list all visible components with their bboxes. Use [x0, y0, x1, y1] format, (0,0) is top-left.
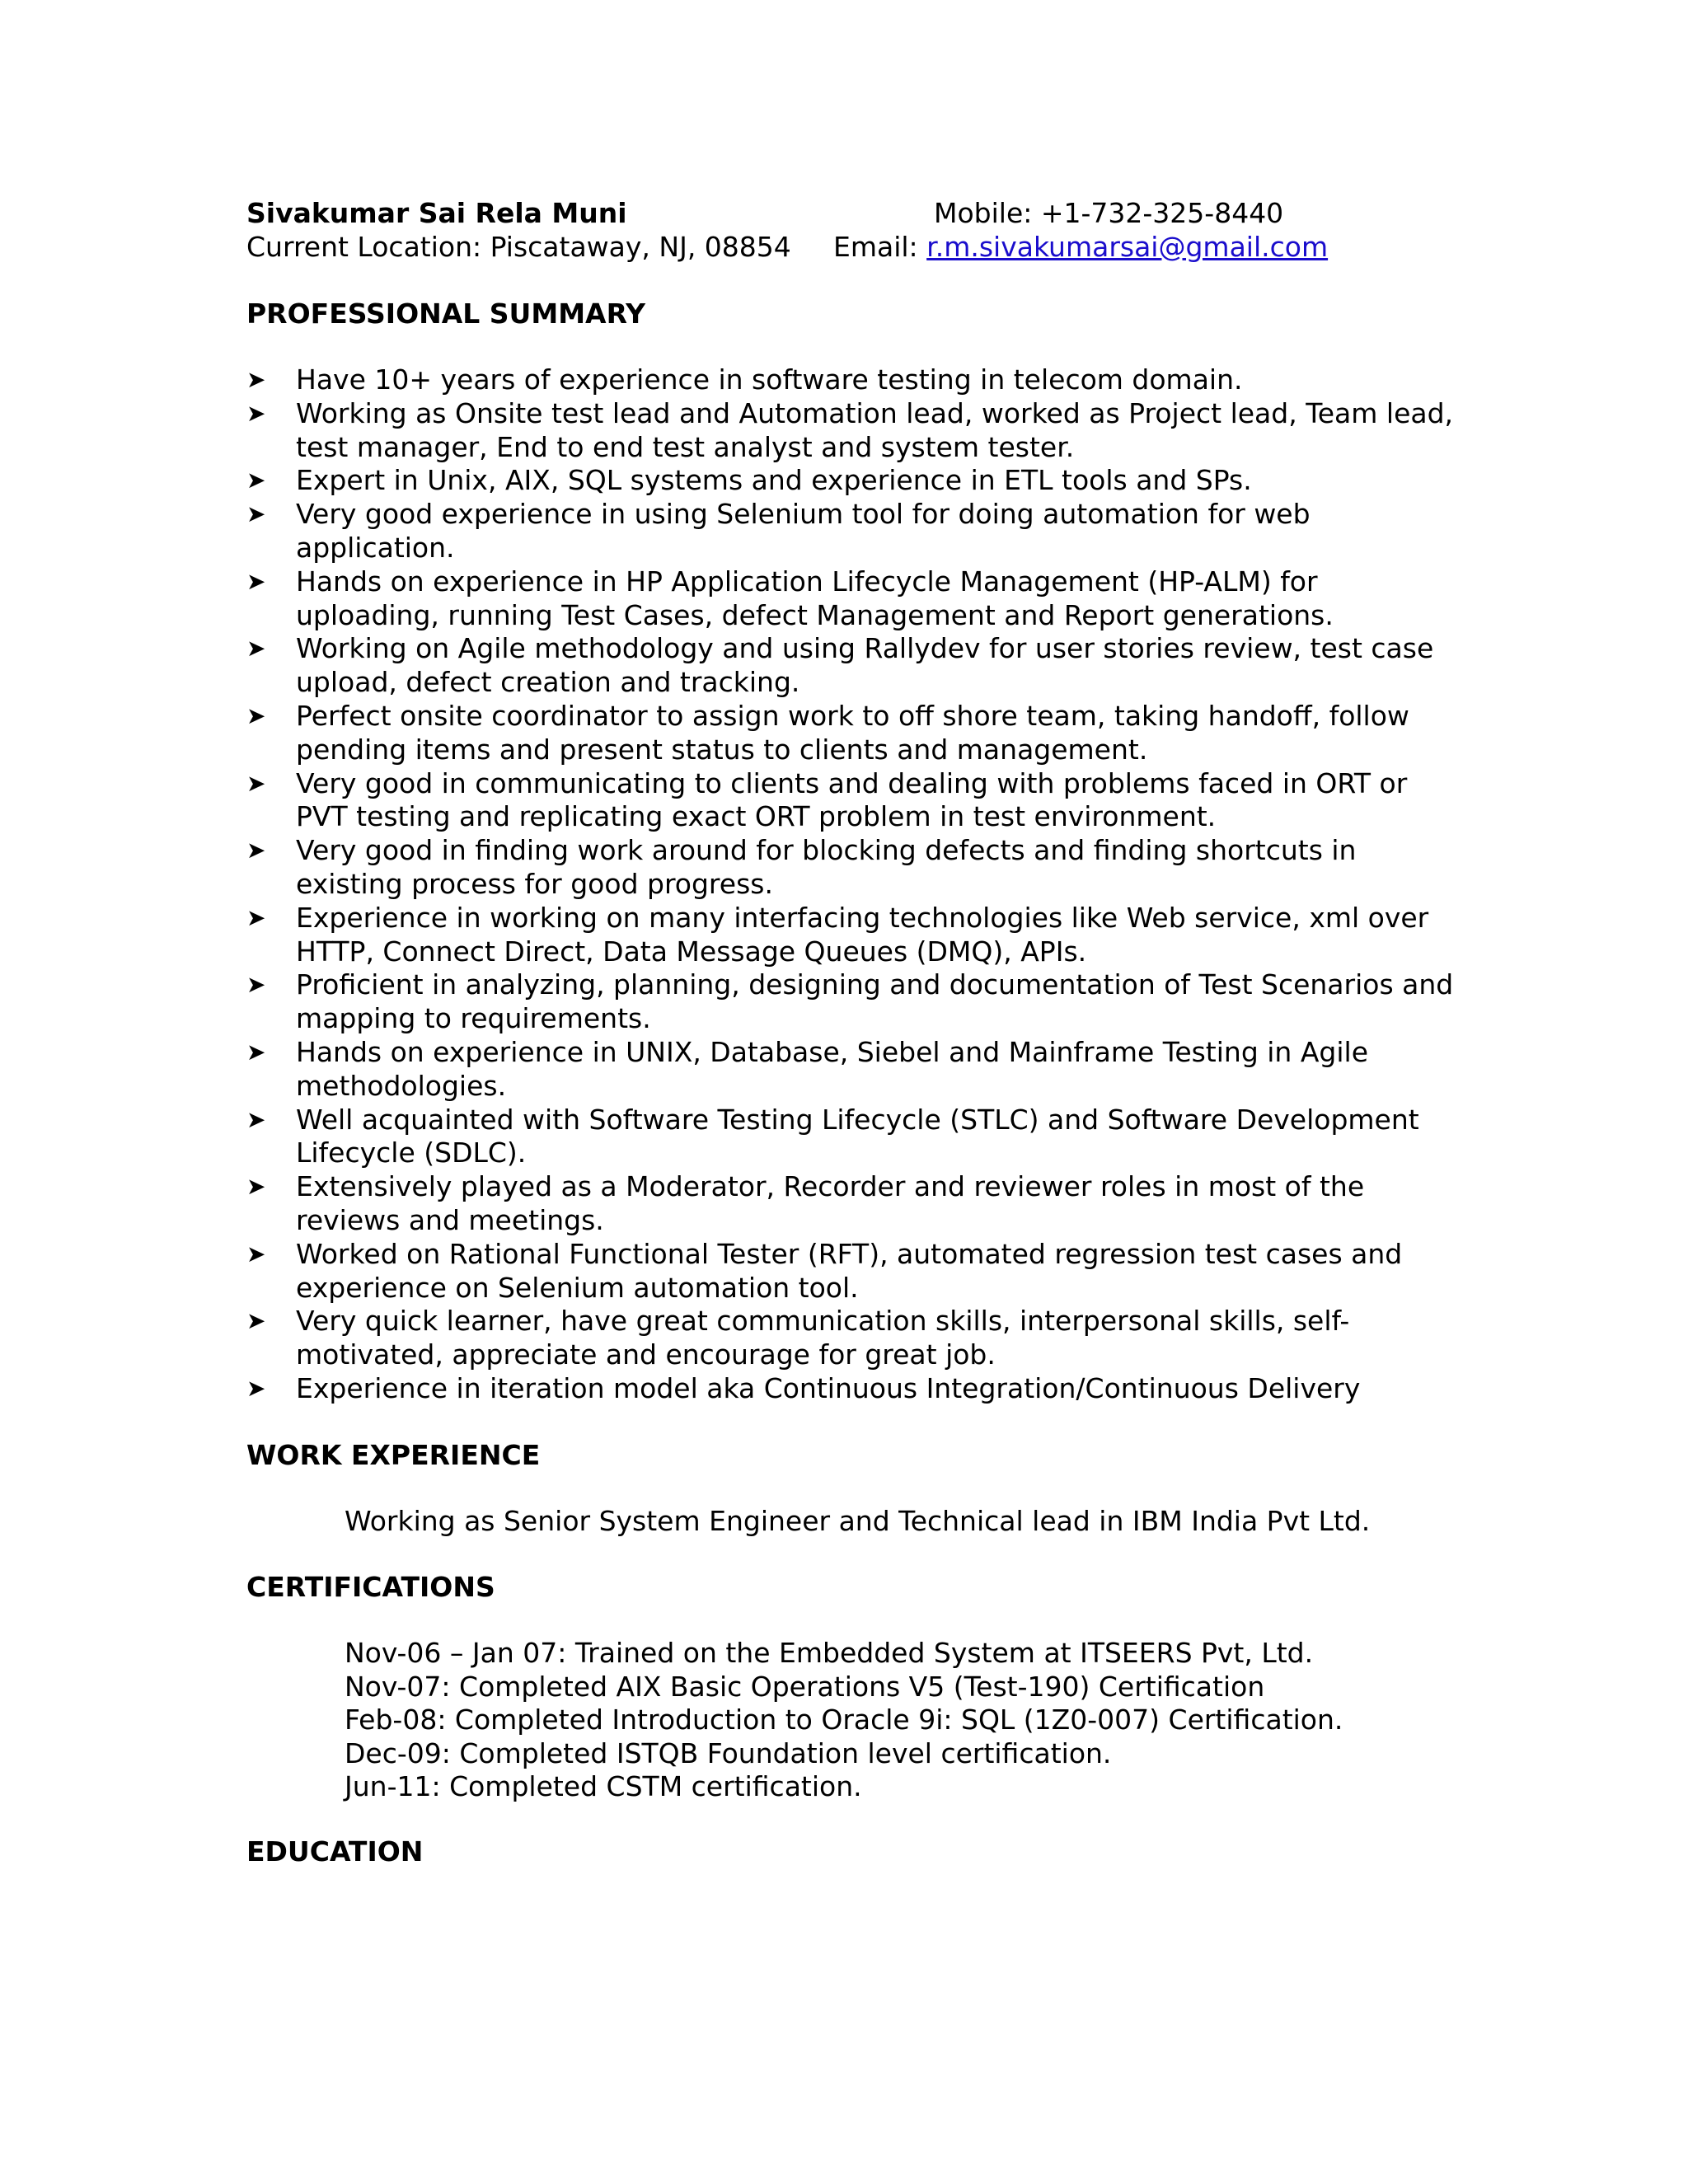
mobile-number: Mobile: +1-732-325-8440: [934, 197, 1284, 229]
arrowhead-bullet-icon: ➤: [246, 837, 266, 865]
list-item: ➤ Hands on experience in HP Application Lifecycle Management (HP-ALM) for uploading, running Test Cases, defect Management and Report generations.: [246, 565, 1334, 631]
arrowhead-bullet-icon: ➤: [246, 399, 266, 427]
list-item: ➤ Expert in Unix, AIX, SQL systems and experience in ETL tools and SPs.: [246, 464, 1252, 497]
list-item: Dec-09: Completed ISTQB Foundation level certification.: [345, 1736, 1112, 1769]
list-item: ➤ Proficient in analyzing, planning, designing and documentation of Test Scenarios and mapping to requirements.: [246, 968, 1454, 1035]
arrowhead-bullet-icon: ➤: [246, 466, 266, 494]
list-item: ➤ Experience in iteration model aka Continuous Integration/Continuous Delivery: [246, 1371, 1361, 1404]
list-item: ➤ Worked on Rational Functional Tester (RFT), automated regression test cases and experience on Selenium automation tool.: [246, 1237, 1403, 1304]
current-location: Current Location: Piscataway, NJ, 08854: [246, 231, 791, 263]
certifications-heading: CERTIFICATIONS: [246, 1571, 495, 1603]
list-item: ➤ Perfect onsite coordinator to assign work to off shore team, taking handoff, follow pending items and present status to clients and management.: [246, 699, 1409, 766]
certifications-list: [345, 1637, 1343, 1804]
list-item: ➤ Experience in working on many interfacing technologies like Web service, xml over HTTP, Connect Direct, Data Message Queues (DMQ), APIs.: [246, 901, 1429, 968]
arrowhead-bullet-icon: ➤: [246, 366, 266, 393]
work-experience-heading: WORK EXPERIENCE: [246, 1439, 541, 1471]
candidate-name: Sivakumar Sai Rela Muni: [246, 197, 627, 229]
summary-list: [246, 363, 1466, 1406]
list-item: Nov-07: Completed AIX Basic Operations V5 (Test-190) Certification: [345, 1670, 1265, 1703]
list-item: ➤ Working on Agile methodology and using Rallydev for user stories review, test case upload, defect creation and tracking.: [246, 632, 1434, 699]
work-experience-text: Working as Senior System Engineer and Technical lead in IBM India Pvt Ltd.: [345, 1505, 1371, 1537]
email-link[interactable]: r.m.sivakumarsai@gmail.com: [926, 231, 1329, 263]
arrowhead-bullet-icon: ➤: [246, 500, 266, 528]
arrowhead-bullet-icon: ➤: [246, 1038, 266, 1066]
list-item: ➤ Very good in communicating to clients and dealing with problems faced in ORT or PVT testing and replicating exact ORT problem in test environment.: [246, 766, 1408, 833]
list-item: ➤ Have 10+ years of experience in software testing in telecom domain.: [246, 363, 1243, 396]
arrowhead-bullet-icon: ➤: [246, 1307, 266, 1335]
list-item: ➤ Very quick learner, have great communication skills, interpersonal skills, self-motivated, appreciate and encourage for great job.: [246, 1305, 1350, 1371]
arrowhead-bullet-icon: ➤: [246, 635, 266, 663]
list-item: ➤ Very good experience in using Selenium tool for doing automation for web application.: [246, 498, 1311, 564]
arrowhead-bullet-icon: ➤: [246, 1173, 266, 1201]
arrowhead-bullet-icon: ➤: [246, 1374, 266, 1402]
list-item: Nov-06 – Jan 07: Trained on the Embedded System at ITSEERS Pvt, Ltd.: [345, 1637, 1314, 1669]
list-item: Jun-11: Completed CSTM certification.: [345, 1770, 862, 1803]
list-item: ➤ Extensively played as a Moderator, Recorder and reviewer roles in most of the reviews and meetings.: [246, 1170, 1365, 1236]
arrowhead-bullet-icon: ➤: [246, 1105, 266, 1133]
list-item: ➤ Very good in finding work around for blocking defects and finding shortcuts in existing process for good progress.: [246, 834, 1357, 900]
education-heading: EDUCATION: [246, 1835, 424, 1868]
arrowhead-bullet-icon: ➤: [246, 971, 266, 999]
list-item: Feb-08: Completed Introduction to Oracle 9i: SQL (1Z0-007) Certification.: [345, 1704, 1343, 1736]
list-item: ➤ Working as Onsite test lead and Automation lead, worked as Project lead, Team lead, test manager, End to end test analyst and system tester.: [246, 396, 1454, 463]
arrowhead-bullet-icon: ➤: [246, 567, 266, 595]
email-label: Email:: [833, 231, 927, 263]
arrowhead-bullet-icon: ➤: [246, 903, 266, 931]
arrowhead-bullet-icon: ➤: [246, 769, 266, 797]
list-item: ➤ Hands on experience in UNIX, Database, Siebel and Mainframe Testing in Agile methodologies.: [246, 1035, 1369, 1102]
professional-summary-heading: PROFESSIONAL SUMMARY: [246, 298, 646, 330]
email-line: [833, 231, 1328, 264]
arrowhead-bullet-icon: ➤: [246, 1240, 266, 1268]
list-item: ➤ Well acquainted with Software Testing Lifecycle (STLC) and Software Development Lifecycle (SDLC).: [246, 1103, 1419, 1169]
arrowhead-bullet-icon: ➤: [246, 701, 266, 729]
